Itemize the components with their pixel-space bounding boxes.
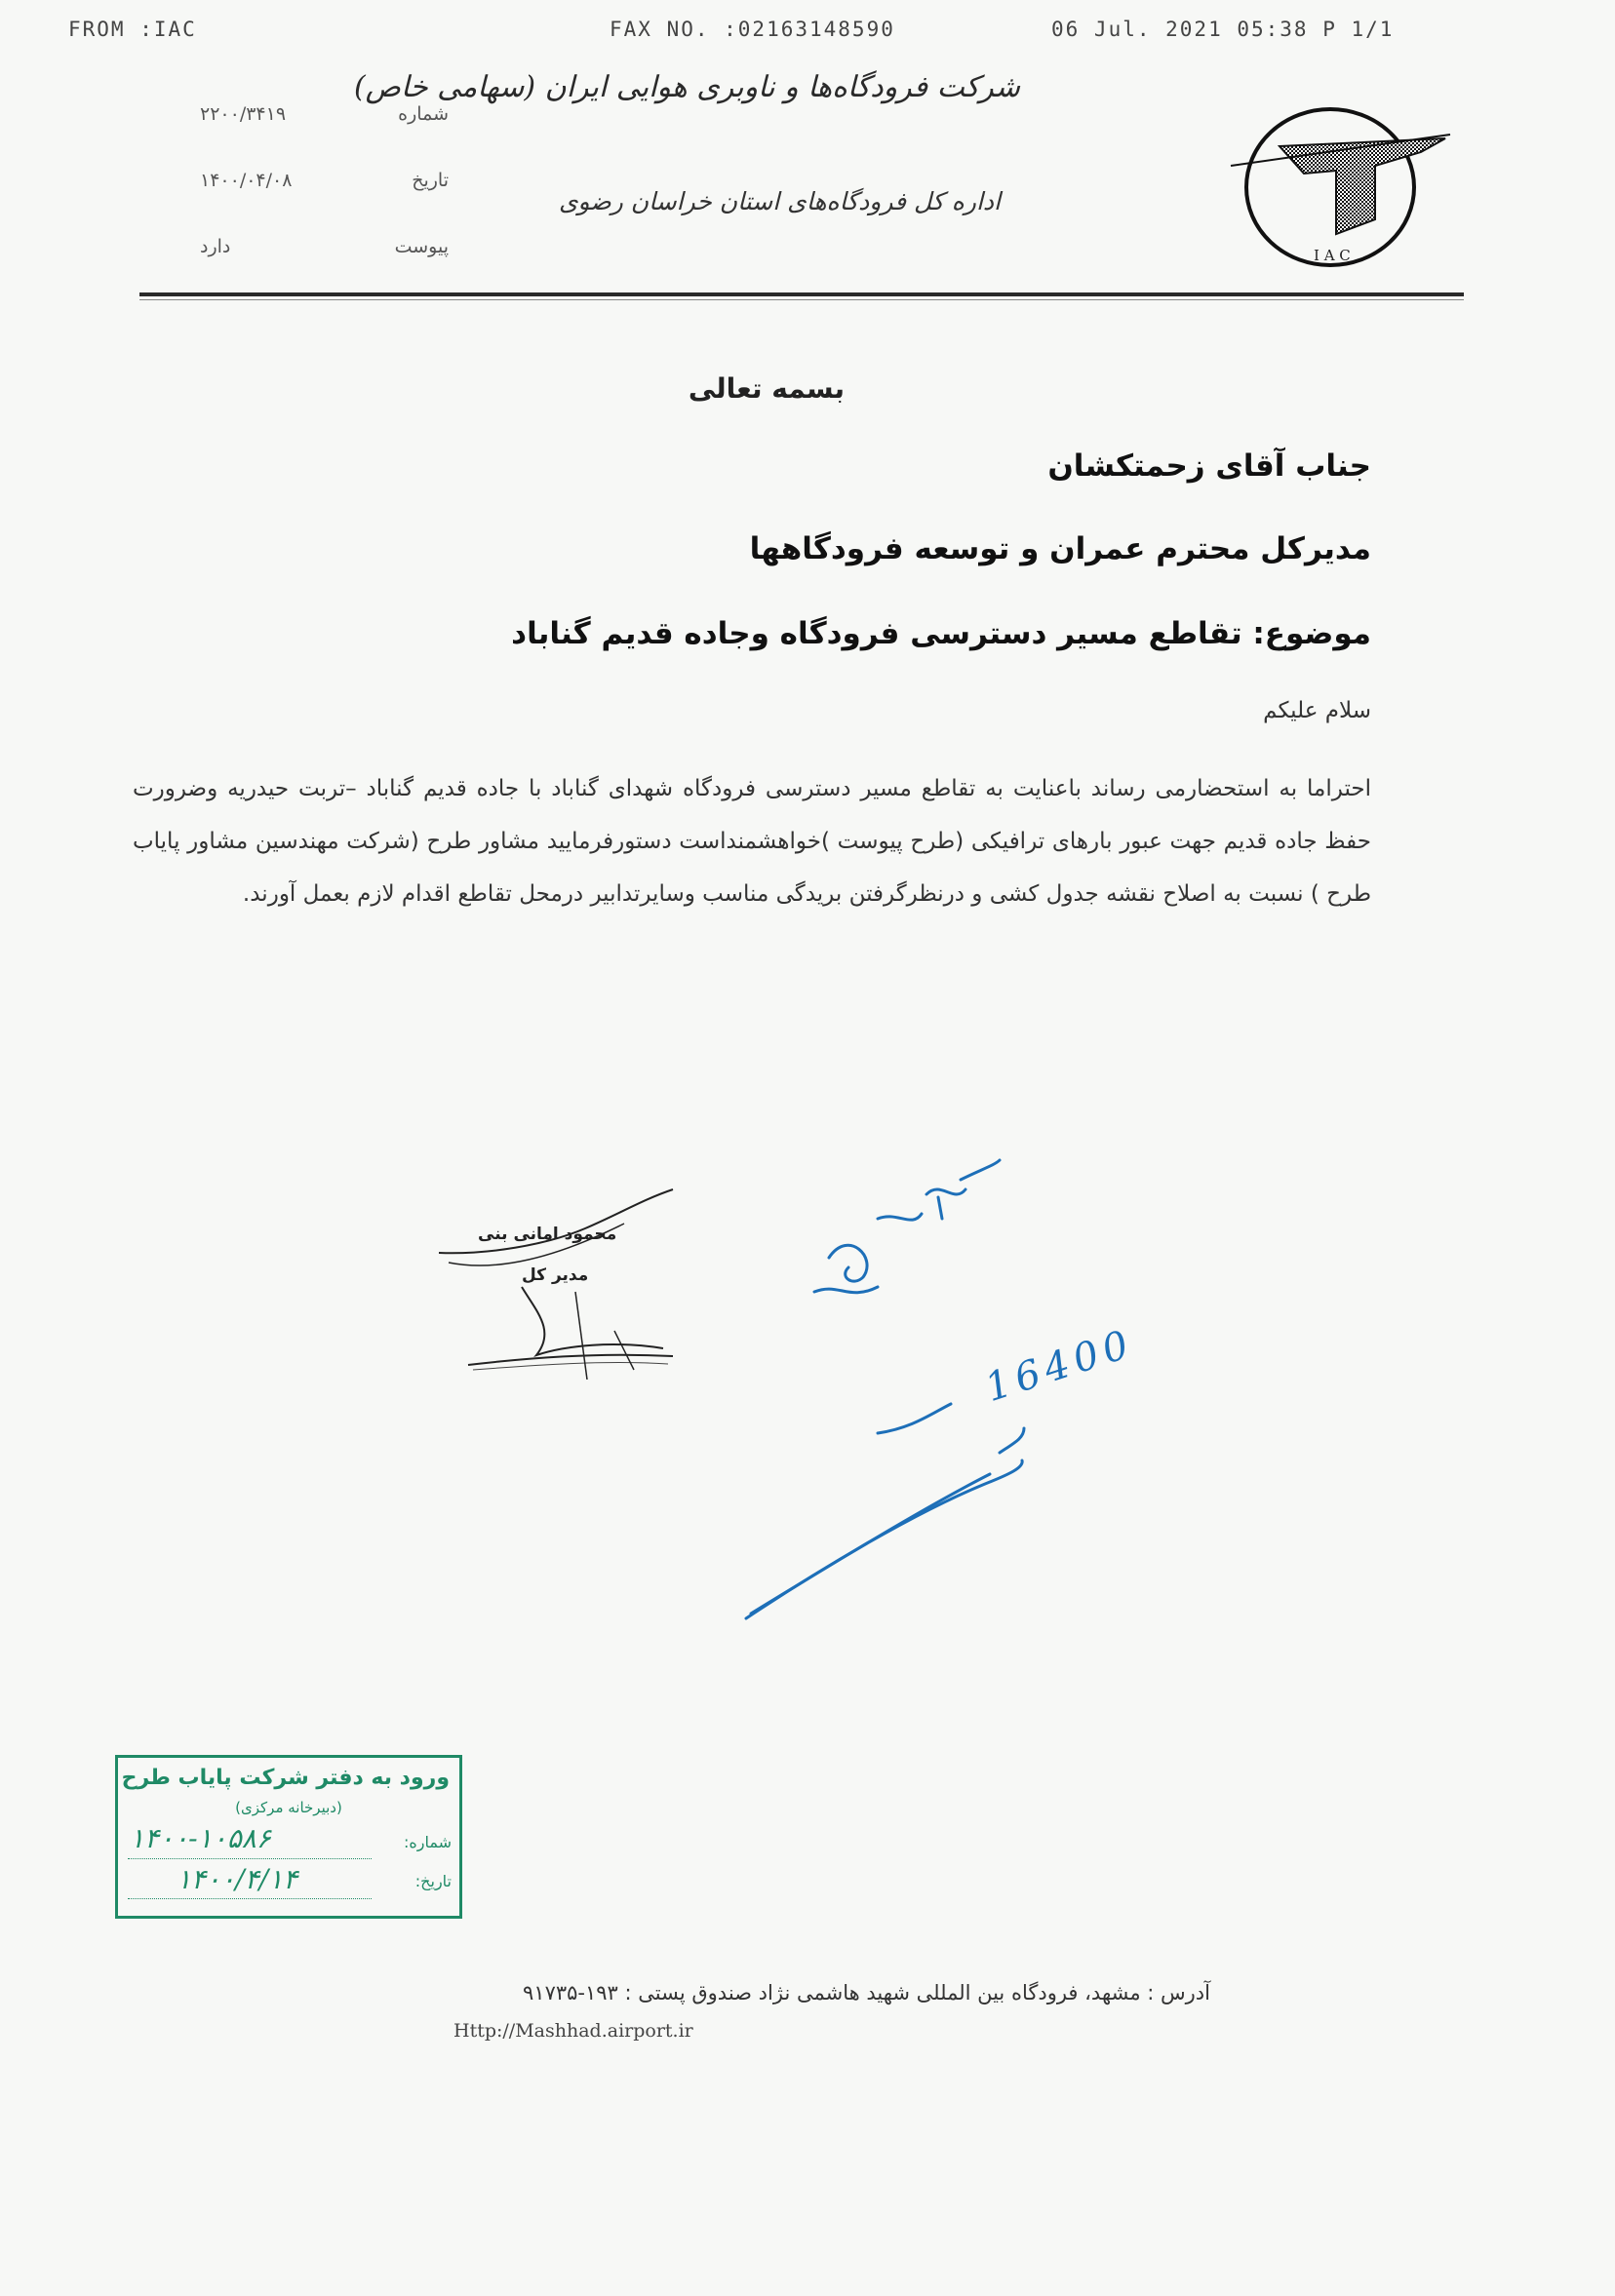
received-stamp-number-value: ۱۴۰۰-۱۰۵۸۶ [130,1822,271,1854]
letter-greeting: سلام علیکم [1263,698,1371,723]
received-stamp-date-label: تاریخ: [414,1872,452,1890]
letter-attachment-value: دارد [200,236,231,257]
fax-datetime: 06 Jul. 2021 05:38 P 1/1 [1051,18,1395,41]
letter-addressee: جناب آقای زحمتکشان [1047,448,1371,484]
letter-number [156,103,449,133]
letter-date-label: تاریخ [412,170,449,191]
received-stamp-number-label: شماره: [403,1833,452,1851]
received-stamp-date-line [128,1898,372,1899]
footer-website: Http://Mashhad.airport.ir [453,2020,693,2042]
letter-body-paragraph: احتراما به استحضارمی رساند باعنایت به تقاطع مسیر دسترسی فرودگاه شهدای گناباد با جاده قدیم گناباد –تربت حیدریه وضرورت حفظ جاده قدیم جهت عبور بارهای ترافیکی (طرح پیوست )خواهشمنداست دستورفرمایید مشاور طرح (شرکت مهندسین مشاور پایاب طرح ) نسبت به اصلاح نقشه جدول کشی و درنظرگرفتن بریدگی مناسب وسایرتدابیر درمحل تقاطع اقدام لازم بعمل آورند. [133,776,1371,907]
letter-date [156,170,449,199]
letter-invocation: بسمه تعالی [688,372,845,405]
letter-date-value: ۱۴۰۰/۰۴/۰۸ [200,170,293,191]
received-stamp-number-line [128,1858,372,1859]
organization-name: شرکت فرودگاه‌ها و ناوبری هوایی ایران (سهامی خاص) [353,70,1020,104]
addressee-position: مدیرکل محترم عمران و توسعه فرودگاهها [749,531,1371,566]
letter-attachment-label: پیوست [394,236,449,257]
letter-number-value: ۲۲۰۰/۳۴۱۹ [200,103,287,125]
header-divider [139,292,1464,296]
department-name: اداره کل فرودگاه‌های استان خراسان رضوی [558,187,1001,215]
letter-number-label: شماره [398,103,449,125]
footer-address: آدرس : مشهد، فرودگاه بین المللی شهید هاشمی نژاد صندوق پستی : ۱۹۳-۹۱۷۳۵ [523,1981,1210,2004]
letter-subject: موضوع: تقاطع مسیر دسترسی فرودگاه وجاده قدیم گناباد [511,616,1371,651]
received-stamp-date-value: ۱۴۰۰/۴/۱۴ [177,1863,298,1895]
letter-attachment [156,236,449,265]
signatory-name: محمود امانی بنی [478,1225,617,1244]
fax-from: FROM :IAC [68,18,197,41]
header-divider-thin [139,299,1464,300]
fax-number: FAX NO. :02163148590 [610,18,895,41]
received-stamp-subtitle: (دبیرخانه مرکزی) [235,1799,342,1816]
handwritten-number: 16400 [979,1320,1140,1412]
handwritten-annotation-icon [731,1121,1200,1638]
received-stamp [115,1755,462,1919]
signatory-title: مدیر کل [522,1265,589,1285]
received-stamp-title: ورود به دفتر شرکت پایاب طرح [121,1766,450,1790]
airport-company-logo-icon [1221,107,1455,283]
svg-text:I A C: I A C [1314,247,1351,264]
